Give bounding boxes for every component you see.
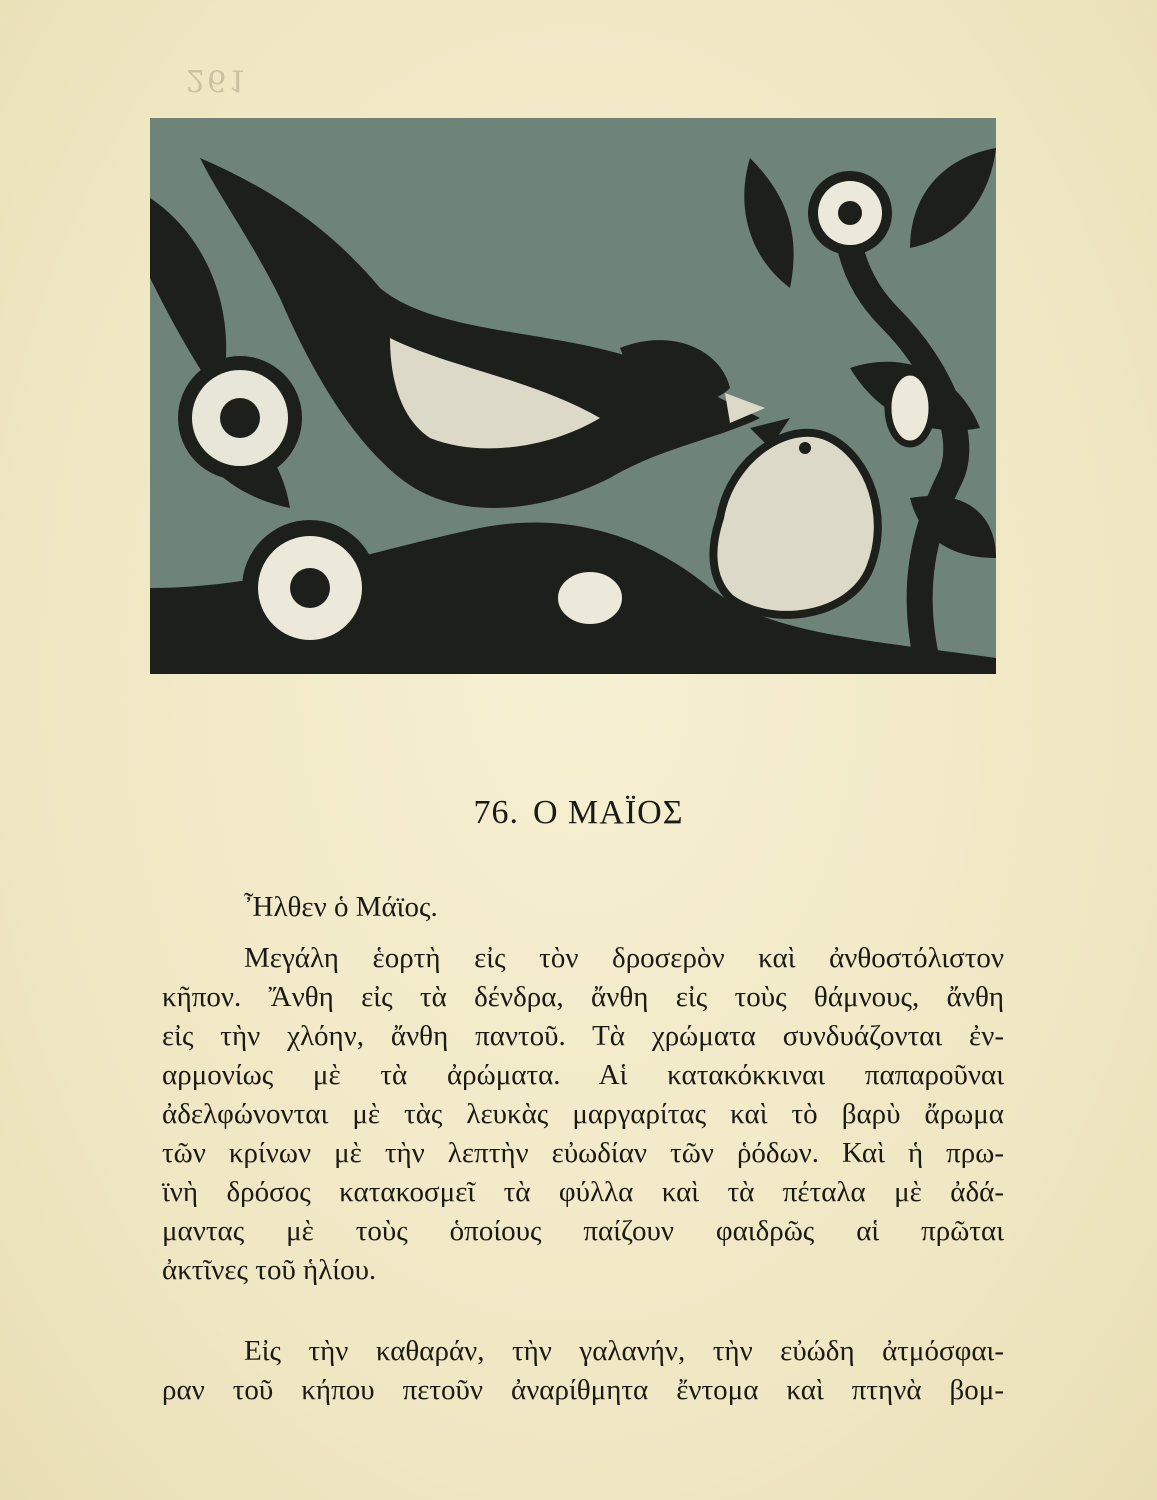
paragraph-2-line: Μεγάλη ἑορτὴ εἰς τὸν δροσερὸν καὶ ἀνθοστόλιστον [244, 942, 1004, 974]
chapter-number: 76. [473, 794, 519, 831]
chapter-heading [0, 794, 1157, 832]
paragraph-2-line: ϊνὴ δρόσος κατακοσμεῖ τὰ φύλλα καὶ τὰ πέταλα μὲ ἀδά- [162, 1176, 1004, 1208]
chapter-title: Ο ΜΑΪΟΣ [532, 794, 684, 831]
paragraph-2 [162, 939, 1004, 1290]
paragraph-2-line: ἀδελφώνονται μὲ τὰς λευκὰς μαργαρίτας καὶ τὸ βαρὺ ἄρωμα [162, 1098, 1004, 1130]
woodcut-illustration [150, 118, 996, 674]
paragraph-2-line: τῶν κρίνων μὲ τὴν λεπτὴν εὐωδίαν τῶν ῥόδων. Καὶ ἡ πρω- [162, 1137, 1004, 1169]
paragraph-2-line: αρμονίως μὲ τὰ ἀρώματα. Αἱ κατακόκκιναι παπαροῦναι [162, 1059, 1004, 1091]
birds-feeding-illustration [150, 118, 996, 674]
paragraph-2-line: ἀκτῖνες τοῦ ἡλίου. [162, 1254, 377, 1286]
paragraph-1: Ἦλθεν ὁ Μάϊος. [244, 891, 438, 923]
paragraph-2-line: μαντας μὲ τοὺς ὁποίους παίζουν φαιδρῶς αἱ πρῶται [162, 1215, 1004, 1247]
paragraph-3-line: ραν τοῦ κήπου πετοῦν ἀναρίθμητα ἔντομα καὶ πτηνὰ βομ- [162, 1374, 1004, 1406]
bleed-through-page-number: 261 [186, 62, 250, 97]
paragraph-3-line: Εἰς τὴν καθαράν, τὴν γαλανήν, τὴν εὐώδη ἀτμόσφαι- [244, 1335, 1004, 1367]
paragraph-2-line: εἰς τὴν χλόην, ἄνθη παντοῦ. Τὰ χρώματα συνδυάζονται ἐν- [162, 1020, 1004, 1052]
paragraph-2-line: κῆπον. Ἄνθη εἰς τὰ δένδρα, ἄνθη εἰς τοὺς θάμνους, ἄνθη [162, 981, 1004, 1013]
paragraph-3 [162, 1332, 1004, 1410]
